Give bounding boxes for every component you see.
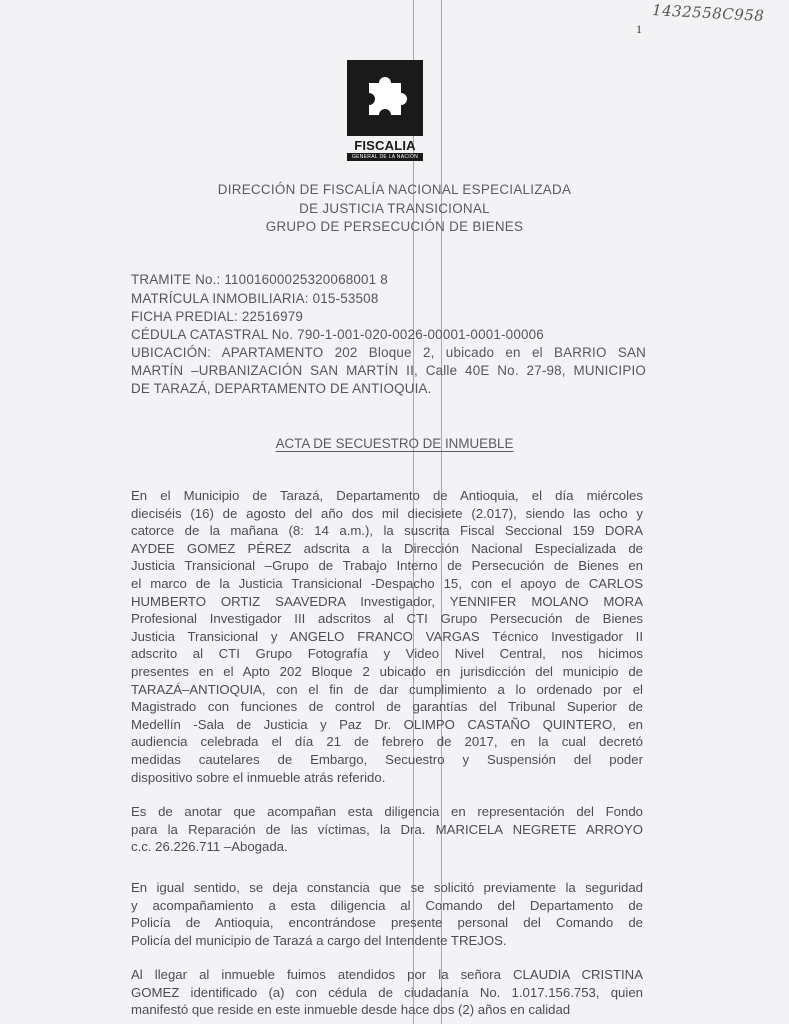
header-line-3: GRUPO DE PERSECUCIÓN DE BIENES (265, 219, 524, 234)
tramite-number: TRAMITE No.: 11001600025320068001 8 (131, 272, 388, 287)
paragraph-1-line: dispositivo sobre el inmueble atrás referido. (131, 769, 386, 785)
handwritten-note: 1432558C958 (651, 1, 765, 25)
logo-name: FISCALIA (354, 138, 416, 153)
paragraph-1-line: Profesional Investigador III adscritos al CTI Grupo Persecución de Bienes (131, 611, 643, 627)
paragraph-2-line: Es de anotar que acompañan esta diligencia en representación del Fondo (131, 804, 643, 819)
ficha-predial: FICHA PREDIAL: 22516979 (131, 309, 304, 324)
matricula-inmobiliaria: MATRÍCULA INMOBILIARIA: 015-53508 (131, 291, 379, 306)
paragraph-1-line: AYDEE GOMEZ PÉREZ adscrita a la Dirección Nacional Especializada de (131, 540, 643, 556)
paragraph-4-line: Al llegar al inmueble fuimos atendidos por la señora CLAUDIA CRISTINA (131, 967, 643, 982)
fiscalia-logo (343, 60, 427, 164)
paragraph-3-line: En igual sentido, se deja constancia que se solicitó previamente la seguridad (131, 880, 643, 895)
paragraph-2-line: para la Reparación de las víctimas, la Dra. MARICELA NEGRETE ARROYO (131, 821, 643, 837)
paragraph-1-line: Magistrado con funciones de control de garantías del Tribunal Superior de (131, 699, 643, 715)
paragraph-1-line: TARAZÁ–ANTIOQUIA, con el fin de dar cumplimiento a lo ordenado por el (131, 681, 643, 697)
paragraph-3-line: Policía del municipio de Tarazá a cargo del Intendente TREJOS. (131, 932, 507, 948)
header-line-2: DE JUSTICIA TRANSICIONAL (299, 201, 490, 216)
puzzle-piece-icon (360, 71, 410, 125)
paragraph-2-line: c.c. 26.226.711 –Abogada. (131, 839, 288, 855)
paragraph-1-line: Justicia Transicional –Grupo de Trabajo Interno de Persecución de Bienes en (131, 558, 643, 574)
ubicacion-line-2: MARTÍN –URBANIZACIÓN SAN MARTÍN II, Calle 40E No. 27-98, MUNICIPIO (131, 363, 646, 378)
paragraph-4-line: GOMEZ identificado (a) con cédula de ciudadanía No. 1.017.156.753, quien (131, 984, 643, 1000)
page-number: 1 (636, 22, 642, 36)
paragraph-1-line: Medellín -Sala de Justicia y Paz Dr. OLIMPO CASTAÑO QUINTERO, en (131, 716, 643, 732)
paragraph-3-line: Policía de Antioquia, encontrándose presente personal del Comando de (131, 915, 643, 931)
paragraph-1-line: HUMBERTO ORTIZ SAAVEDRA Investigador, YENNIFER MOLANO MORA (131, 593, 643, 609)
paragraph-1-line: Justicia Transicional y ANGELO FRANCO VARGAS Técnico Investigador II (131, 628, 643, 644)
paragraph-1-line: el marco de la Justicia Transicional -Despacho 15, con el apoyo de CARLOS (131, 576, 643, 591)
logo-subtitle: GENERAL DE LA NACIÓN (347, 153, 423, 161)
paragraph-1-line: presentes en el Apto 202 Bloque 2 ubicado en jurisdicción del municipio de (131, 664, 643, 679)
paragraph-1-line: adscrito al CTI Grupo Fotografía y Video Nivel Central, nos hicimos (131, 646, 643, 662)
paragraph-1-line: catorce de la mañana (8: 14 a.m.), la suscrita Fiscal Seccional 159 DORA (131, 523, 643, 539)
paragraph-1-line: audiencia celebrada el día 21 de febrero de 2017, en la cual decretó (131, 734, 643, 750)
header-line-1: DIRECCIÓN DE FISCALÍA NACIONAL ESPECIALIZADA (217, 182, 572, 197)
cedula-catastral: CÉDULA CATASTRAL No. 790-1-001-020-0026-00001-0001-00006 (131, 327, 544, 342)
paragraph-3-line: y acompañamiento a esta diligencia al Comando del Departamento de (131, 897, 643, 913)
paragraph-1-line: En el Municipio de Tarazá, Departamento de Antioquia, el día miércoles (131, 488, 643, 503)
paragraph-1-line: medidas cautelares de Embargo, Secuestro y Suspensión del poder (131, 752, 643, 767)
paragraph-1-line: dieciséis (16) de agosto del año dos mil diecisiete (2.017), siendo las ocho y (131, 505, 643, 521)
ubicacion-line-3: DE TARAZÁ, DEPARTAMENTO DE ANTIOQUIA. (131, 381, 432, 396)
ubicacion-line-1: UBICACIÓN: APARTAMENTO 202 Bloque 2, ubicado en el BARRIO SAN (131, 345, 646, 360)
paragraph-4-line: manifestó que reside en este inmueble desde hace dos (2) años en calidad (131, 1002, 571, 1018)
acta-title: ACTA DE SECUESTRO DE INMUEBLE (275, 436, 514, 451)
